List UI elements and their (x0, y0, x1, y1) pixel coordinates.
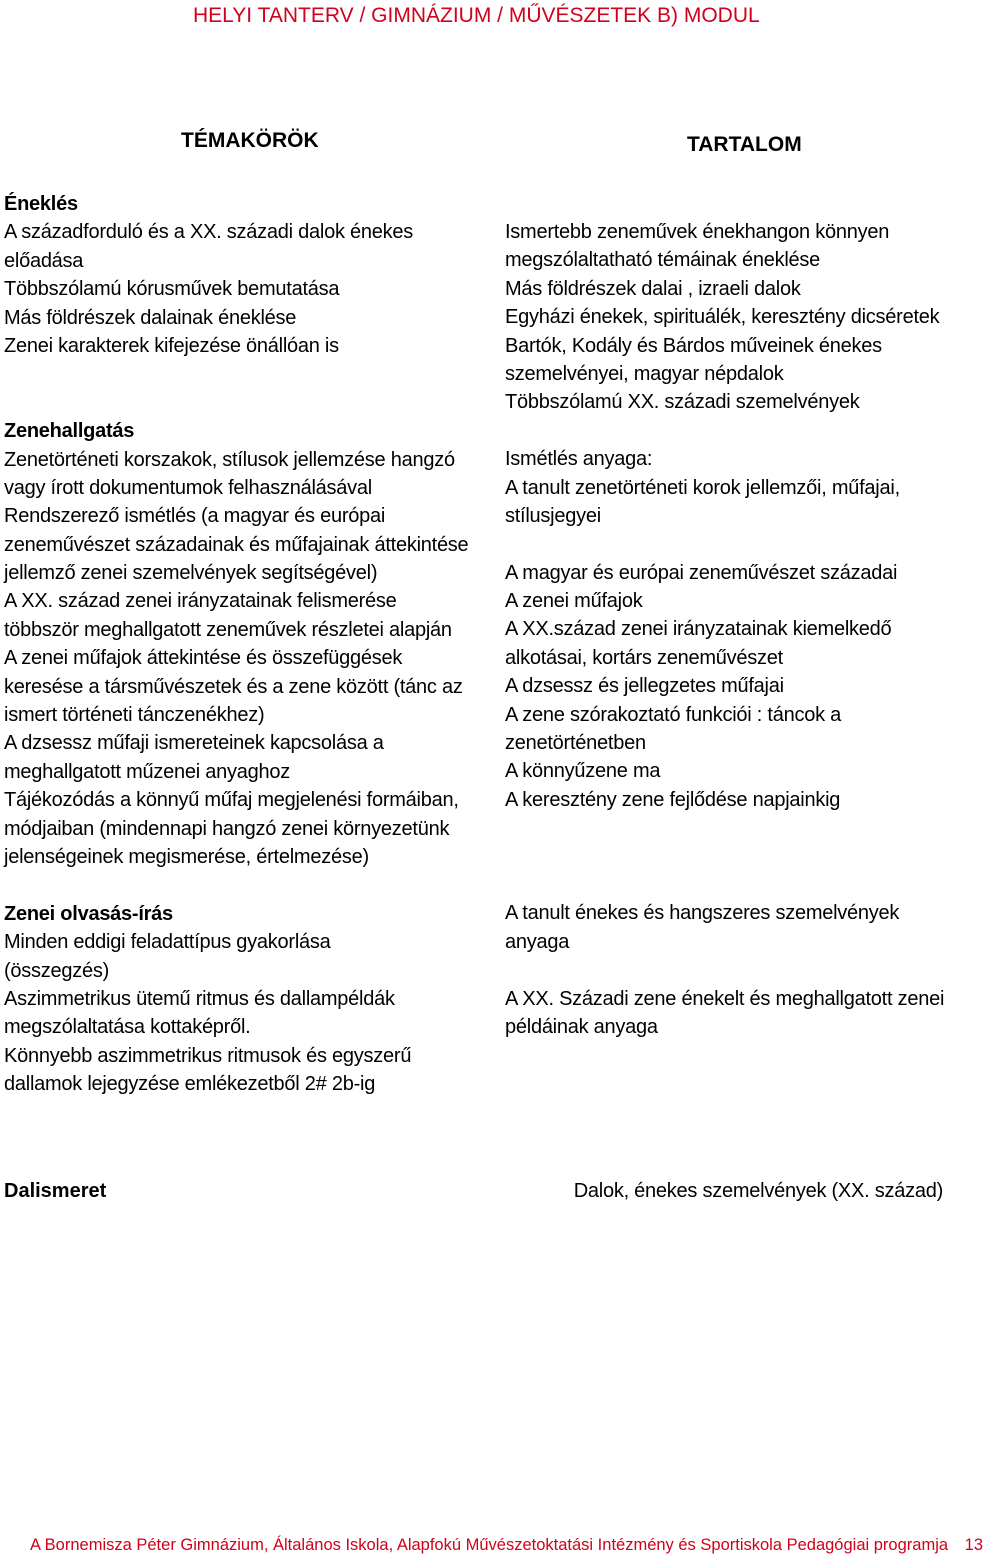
footer-text: A Bornemisza Péter Gimnázium, Általános Iskola, Alapfokú Művészetoktatási Intézmény és Sportiskola Pedagógiai programja (30, 1536, 949, 1554)
right-column-heading: TARTALOM (687, 133, 802, 156)
section-title-singing: Éneklés (4, 193, 78, 215)
listening-line: A zenei műfajok áttekintése és összefüggések (4, 647, 403, 670)
listening-line: jelenségeinek megismerése, értelmezése) (4, 845, 369, 868)
running-header: HELYI TANTERV / GIMNÁZIUM / MŰVÉSZETEK B) MODUL (193, 4, 760, 27)
listening-line: zeneművészet századainak és műfajainak áttekintése (4, 533, 469, 556)
content-line: Ismertebb zeneművek énekhangon könnyen (505, 221, 890, 243)
spacer (505, 871, 960, 899)
content-line: A zenei műfajok (505, 590, 643, 613)
content-line: megszólaltatható témáinak éneklése (505, 249, 821, 272)
content-line: Egyházi énekek, spirituálék, keresztény dicséretek (505, 306, 940, 329)
spacer (505, 417, 960, 445)
content-line: A magyar és európai zeneművészet századai (505, 561, 898, 584)
listening-line: ismert történeti tánczenékhez) (4, 704, 265, 727)
right-column (505, 218, 960, 1041)
singing-line: A századforduló és a XX. századi dalok énekes (4, 221, 414, 244)
listening-line: Rendszerező ismétlés (a magyar és európai (4, 505, 386, 528)
listening-line: jellemző zenei szemelvények segítségével) (4, 562, 378, 585)
reading-line: megszólaltatása kottaképről. (4, 1016, 251, 1039)
content-line: A zene szórakoztató funkciói : táncok a (505, 703, 842, 726)
page-footer (30, 1536, 983, 1555)
song-knowledge-label: Dalismeret (4, 1180, 107, 1202)
reading-line: (összegzés) (4, 959, 110, 982)
singing-line: Zenei karakterek kifejezése önállóan is (4, 334, 339, 357)
listening-line: keresése a társművészetek és a zene között (tánc az (4, 675, 463, 698)
spacer (505, 814, 960, 842)
listening-line: A dzsessz műfaji ismereteinek kapcsolása a (4, 732, 384, 755)
content-line: példáinak anyaga (505, 1015, 658, 1038)
singing-line: előadása (4, 249, 84, 272)
reading-line: dallamok lejegyzése emlékezetből 2# 2b-ig (4, 1073, 376, 1096)
listening-line: Tájékozódás a könnyű műfaj megjelenési formáiban, (4, 789, 459, 812)
content-line: Ismétlés anyaga: (505, 448, 653, 471)
song-knowledge-value: Dalok, énekes szemelvények (XX. század) (573, 1180, 943, 1202)
listening-line: módjaiban (mindennapi hangzó zenei környezetünk (4, 817, 450, 840)
content-line: A XX. Századi zene énekelt és meghallgatott zenei (505, 987, 945, 1010)
spacer (505, 530, 960, 558)
singing-line: Többszólamú kórusművek bemutatása (4, 278, 340, 301)
section-title-listening: Zenehallgatás (4, 420, 135, 443)
content-line: A tanult énekes és hangszeres szemelvények (505, 902, 900, 925)
singing-line: Más földrészek dalainak éneklése (4, 306, 297, 329)
left-column-heading: TÉMAKÖRÖK (181, 129, 319, 152)
listening-line: vagy írott dokumentumok felhasználásával (4, 476, 372, 499)
spacer (4, 871, 494, 899)
content-line: A dzsessz és jellegzetes műfajai (505, 675, 784, 698)
listening-line: A XX. század zenei irányzatainak felismerése (4, 590, 397, 613)
listening-line: többször meghallgatott zeneművek részletei alapján (4, 618, 452, 641)
reading-line: Aszimmetrikus ütemű ritmus és dallampéldák (4, 987, 395, 1010)
spacer (4, 389, 494, 417)
listening-line: Zenetörténeti korszakok, stílusok jellemzése hangzó (4, 448, 455, 471)
content-line: Többszólamú XX. századi szemelvények (505, 391, 860, 414)
spacer (505, 956, 960, 984)
content-line: szemelvényei, magyar népdalok (505, 362, 784, 385)
page-number: 13 (964, 1536, 983, 1554)
left-column (4, 190, 494, 1099)
content-line: alkotásai, kortárs zeneművészet (505, 646, 783, 669)
spacer (4, 360, 494, 388)
section-title-reading: Zenei olvasás-írás (4, 902, 173, 925)
content-line: Bartók, Kodály és Bárdos műveinek énekes (505, 334, 882, 357)
content-line: A XX.század zenei irányzatainak kiemelkedő (505, 618, 892, 641)
content-line: stílusjegyei (505, 504, 601, 527)
spacer (505, 843, 960, 871)
content-line: Más földrészek dalai , izraeli dalok (505, 277, 801, 300)
content-line: anyaga (505, 930, 570, 953)
content-line: A keresztény zene fejlődése napjainkig (505, 788, 841, 811)
reading-line: Könnyebb aszimmetrikus ritmusok és egyszerű (4, 1044, 412, 1067)
content-line: A könnyűzene ma (505, 760, 661, 783)
listening-line: meghallgatott műzenei anyaghoz (4, 760, 291, 783)
content-line: zenetörténetben (505, 732, 646, 755)
content-line: A tanult zenetörténeti korok jellemzői, műfajai, (505, 476, 900, 499)
reading-line: Minden eddigi feladattípus gyakorlása (4, 931, 331, 954)
